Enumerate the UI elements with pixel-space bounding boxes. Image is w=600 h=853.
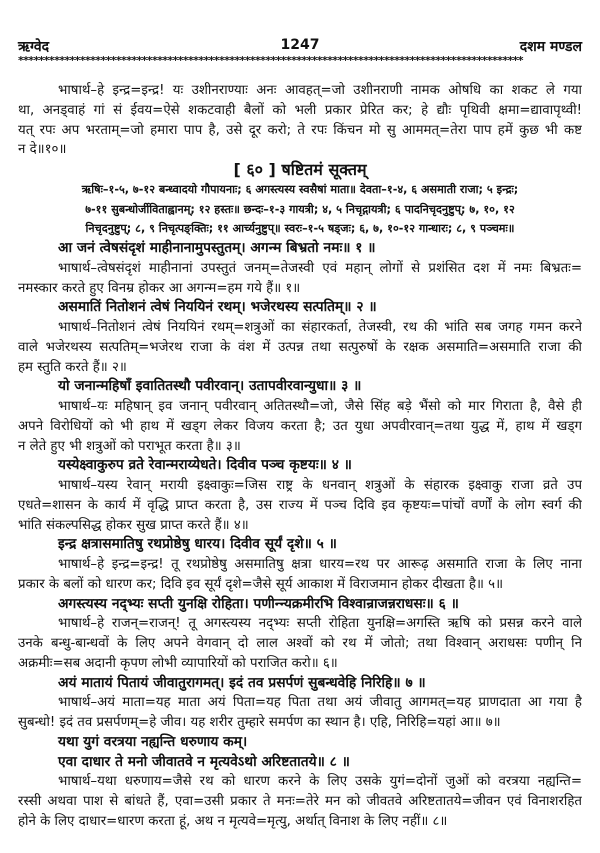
translation-line: भाषार्थ–अयं माता=यह माता अयं पिता=यह पिता तथा अयं जीवातु आगमत्=यह प्राणदाता आ गया है <box>58 695 582 711</box>
translation-line: एधते=शासन के कार्य में वृद्धि प्राप्त करता है, उस राज्य में पञ्च दिवि इव कृष्टयः=पांचों वर्णों के लोग स्वर्ग की <box>18 497 582 513</box>
translation-line: होने के लिए दाधार=धारण करता हूं, अथ न मृत्यवे=मृत्यु, अर्थात् विनाश के लिए नहीं॥ ८॥ <box>18 813 448 829</box>
page-number: 1247 <box>280 37 320 53</box>
translation-line: भाषार्थ–हे इन्द्र=इन्द्र! यः उशीनराण्याः अनः आवहत्=जो उशीनराणी नामक ओषधि का शकट ले गया <box>58 83 582 98</box>
translation-line: न दे॥१०॥ <box>18 142 67 158</box>
translation-line: अपने विरोधियों को भी हाथ में खड्ग लेकर विजय करता है; उत युधा अपवीरवान्=तथा युद्ध में, हाथ में खड्ग <box>18 418 582 434</box>
page-body <box>18 81 582 832</box>
verse-line: एवा दाधार ते मनो जीवातवे न मृत्यवेऽथो अरिष्टतातये॥ ८ ॥ <box>58 753 350 770</box>
translation-line: भाषार्थ–त्वेषसंदृशं माहीनानां उपस्तुतं जनम्=तेजस्वी एवं महान् लोगों से प्रशंसित दश में नमः बिभ्रतः= <box>58 260 582 276</box>
translation-line: सुबन्धो! इदं तव प्रसर्पणम्=हे जीव। यह शरीर तुम्हारे समर्पण का स्थान है। एहि, निरिहि=यहां आ॥ ७॥ <box>18 715 501 730</box>
translation-line: न लेते हुए भी शत्रुओं को पराभूत करता है॥ ३॥ <box>18 438 241 454</box>
section-title: दशम मण्डल <box>519 39 582 55</box>
translation-line: उनके बन्धु-बान्धवों के लिए अपने वेगवान् दो लाल अश्वों को रथ में जोतो; तथा विश्वान् अराधसः पणीन् नि <box>18 636 582 651</box>
book-title: ऋग्वेद <box>18 39 50 55</box>
sukta-metadata-line: निचृदनुष्टुप्; ८, ९ निचृत्पङ्क्तिः; ११ आर्च्यनुष्टुप्॥ स्वरः–१-५ षड्जः; ६, ७, १०-१२ गान्धारः; ८, ९ पञ्चमः॥ <box>85 222 515 236</box>
verse-line: यस्येक्ष्वाकुरुप व्रते रेवान्मराय्येधते। दिवीव पञ्च कृष्टयः॥ ४ ॥ <box>58 457 352 474</box>
translation-line: भाषार्थ–नितोशनं त्वेषं निययिनं रथम्=शत्रुओं का संहारकर्ता, तेजस्वी, रथ की भांति सब जगह गमन करने <box>58 320 582 335</box>
translation-line: भांति संकल्पसिद्ध होकर सुख प्राप्त करते हैं॥ ४॥ <box>18 517 249 533</box>
translation-line: प्रकार के बलों को धारण कर; दिवि इव सूर्यं दृशे=जैसे सूर्य आकाश में विराजमान होकर दीखता है॥ ५॥ <box>18 576 504 592</box>
translation-line: वाले भजेरथस्य सत्पतिम्=भजेरथ राजा के वंश में उत्पन्न तथा सत्पुरुषों के रक्षक असमाति=असमाति राजा की <box>18 339 582 355</box>
sukta-metadata-line: ७-११ सुबन्धोर्जीविताह्वानम्; १२ हस्तः॥ छन्दः–१-३ गायत्री; ४, ५ निचृद्गायत्री; ६ पादनिचृदनुष्टुप्; ७, १०, १२ <box>85 202 515 216</box>
verse-line: यो जनान्महिषाँ इवातितस्थौ पवीरवान्। उतापवीरवान्युधा॥ ३ ॥ <box>58 378 362 395</box>
page-header <box>18 37 582 57</box>
translation-line: नमस्कार करते हुए विनम्र होकर आ अगन्म=हम गये हैं॥ १॥ <box>18 280 301 296</box>
translation-line: रस्सी अथवा पाश से बांधते हैं, एवा=उसी प्रकार ते मनः=तेरे मन को जीवतवे अरिष्टतातये=जीवन एवं विनाशरहित <box>18 794 582 809</box>
verse-line: अयं मातायं पितायं जीवातुरागमत्। इदं तव प्रसर्पणं सुबन्धवेहि निरिहि॥ ७ ॥ <box>58 674 426 691</box>
translation-line: भाषार्थ–यथा धरुणाय=जैसे रथ को धारण करने के लिए उसके युगं=दोनों जुओं को वरत्रया नह्यन्ति= <box>58 774 582 790</box>
translation-line: हम स्तुति करते हैं॥ २॥ <box>18 359 127 375</box>
verse-line: अगस्त्यस्य नद्भ्यः सप्ती युनक्षि रोहिता। पणीन्न्यक्रमीरभि विश्वान्राजन्नराधसः॥ ६ ॥ <box>58 595 459 612</box>
header-separator: ************************************************************************************************** <box>18 55 523 67</box>
verse-line: इन्द्र क्षत्रासमातिषु रथप्रोष्ठेषु धारय। दिवीव सूर्यं दृशे॥ ५ ॥ <box>58 536 337 553</box>
verse-line: असमातिं नितोशनं त्वेषं निययिनं रथम्। भजेरथस्य सत्पतिम्॥ २ ॥ <box>58 299 377 316</box>
translation-line: भाषार्थ–यः महिषान् इव जनान् पवीरवान् अतितस्थौ=जो, जैसे सिंह बड़े भैंसो को मार गिराता है, वैसे ही <box>58 399 582 414</box>
translation-line: भाषार्थ–हे राजन्=राजन्! तू अगस्त्यस्य नद्भ्यः सप्ती रोहिता युनक्षि=अगस्ति ऋषि को प्रसन्न करने वाले <box>58 616 582 632</box>
translation-line: भाषार्थ–यस्य रेवान् मरायी इक्ष्वाकुः=जिस राष्ट्र के धनवान् शत्रुओं के संहारक इक्ष्वाकु राजा व्रते उप <box>58 478 582 493</box>
translation-line: अक्रमीः=सब अदानी कृपण लोभी व्यापारियों को पराजित करो॥ ६॥ <box>18 655 338 671</box>
translation-line: था, अनड्वाहं गां सं ईवय=ऐसे शकटवाही बैलों को भली प्रकार प्रेरित कर; हे द्यौः पृथिवी क्षमा=द्यावापृथ्वी! <box>18 102 582 118</box>
verse-line: आ जनं त्वेषसंदृशं माहीनानामुपस्तुतम्। अगन्म बिभ्रतो नमः॥ १ ॥ <box>58 240 376 256</box>
sukta-title: [ ६० ] षष्टितमं सूक्तम् <box>233 160 367 179</box>
sukta-metadata-line: ऋषिः–१-५, ७-१२ बन्ध्वादयो गौपायनाः; ६ अगस्त्यस्य स्वसैषां माता॥ देवता–१-४, ६ असमाती राजा; ५ इन्द्रः; <box>81 182 519 196</box>
translation-line: यत् रपः अप भरताम्=जो हमारा पाप है, उसे दूर करो; ते रपः किंचन मो सु आममत्=तेरा पाप हमें कुछ भी कष्ट <box>18 122 582 138</box>
translation-line: भाषार्थ–हे इन्द्र=इन्द्र! तू रथप्रोष्ठेषु असमातिषु क्षत्रा धारय=रथ पर आरूढ़ असमाति राजा के लिए नाना <box>58 557 582 572</box>
verse-line: यथा युगं वरत्रया नह्यन्ति धरुणाय कम्। <box>58 733 248 750</box>
